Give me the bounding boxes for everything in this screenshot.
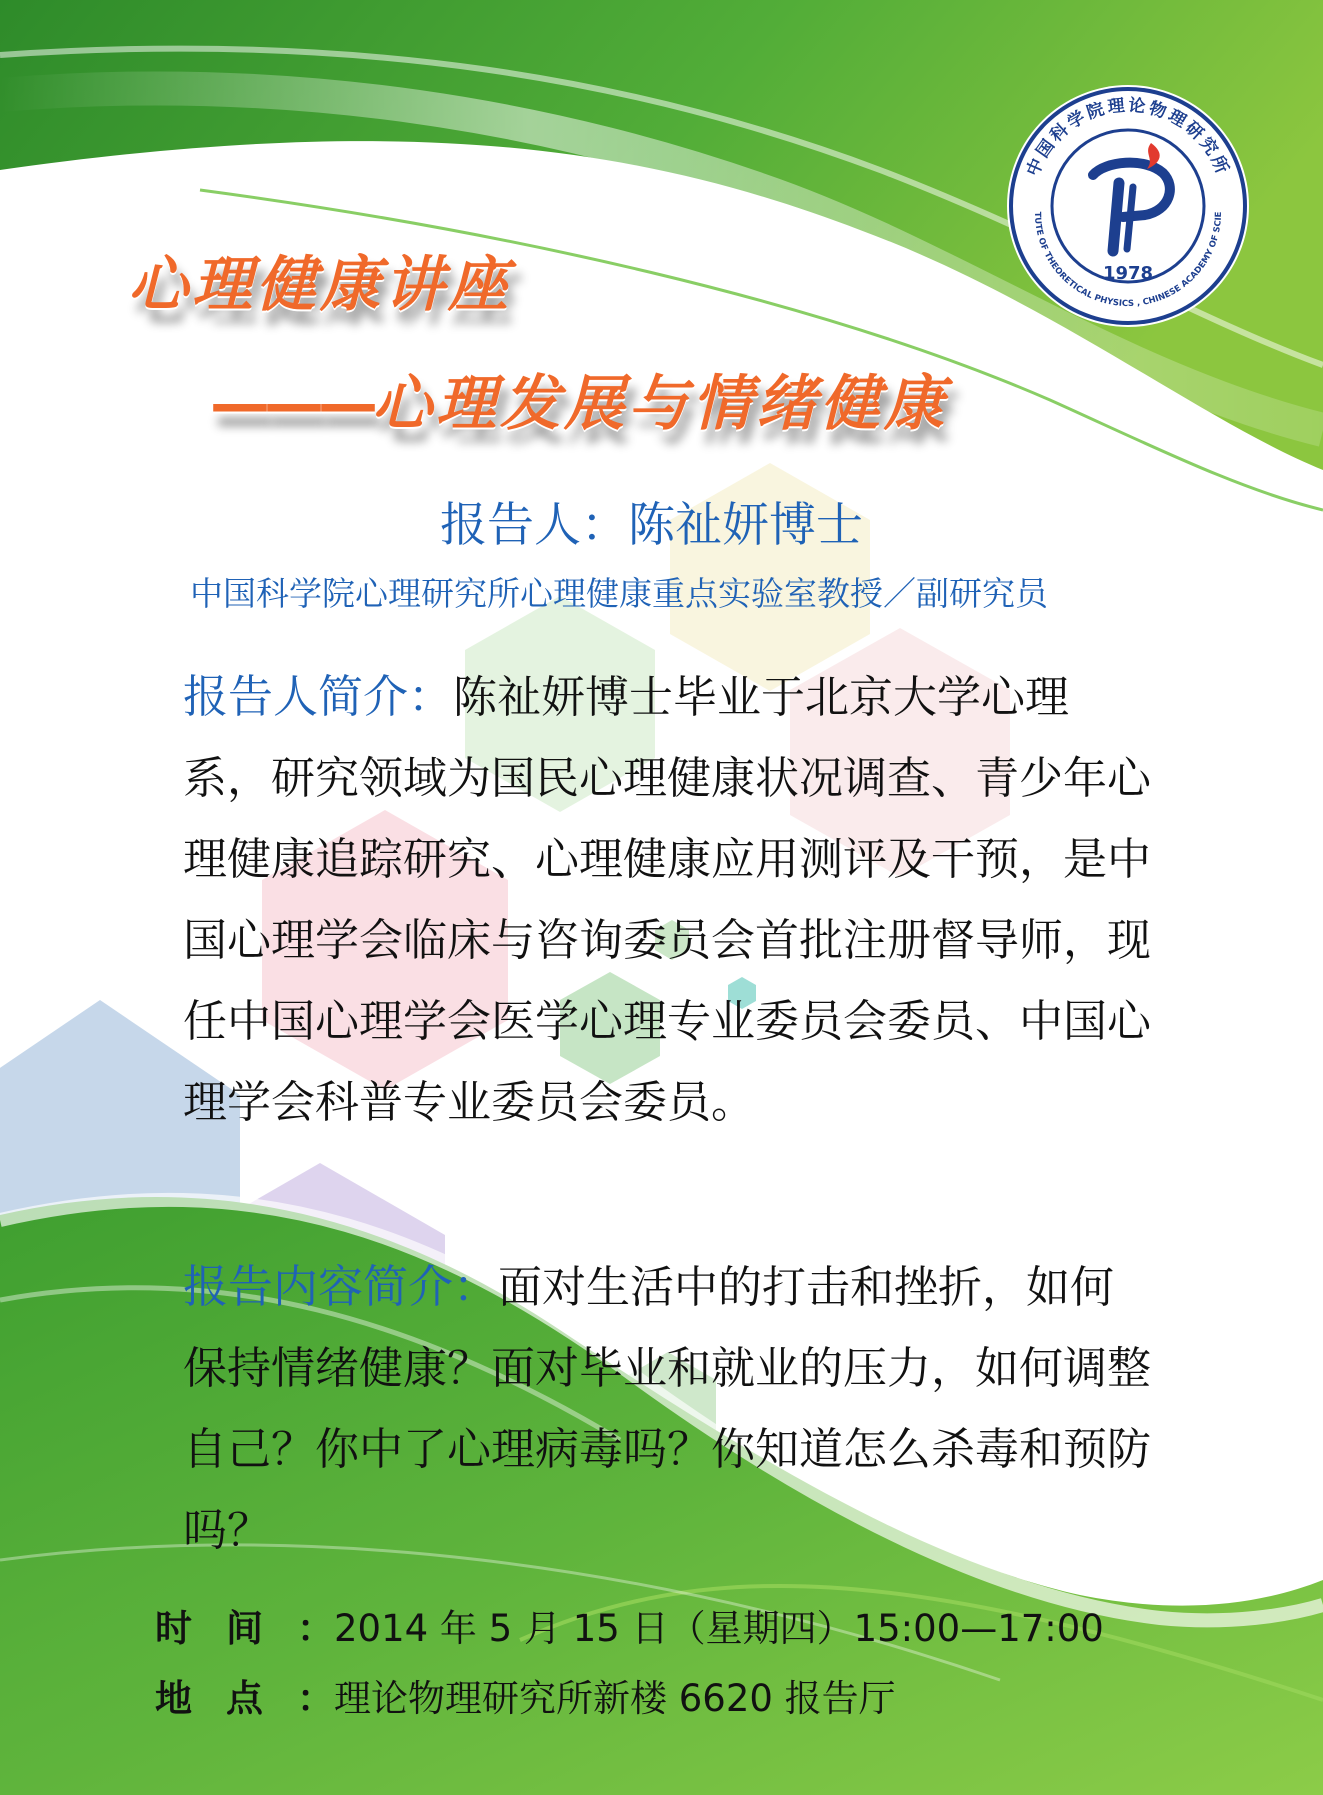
bio-text: 陈祉妍博士毕业于北京大学心理系，研究领域为国民心理健康状况调查、青少年心理健康追踪研究、心理健康应用测评及干预，是中国心理学会临床与咨询委员会首批注册督导师，现任中国心理学会医学心理专业委员会委员、中国心理学会科普专业委员会委员。 [183, 672, 1151, 1128]
subtitle-text: 心理发展与情绪健康 [372, 369, 948, 439]
logo-ring-text-en: TUTE OF THEORETICAL PHYSICS , CHINESE ACADEMY OF SCIE [1031, 211, 1225, 310]
speaker-name: 陈祉妍博士 [628, 498, 863, 553]
talk-text: 面对生活中的打击和挫折，如何保持情绪健康？面对毕业和就业的压力，如何调整自己？你中了心理病毒吗？你知道怎么杀毒和预防吗？ [183, 1262, 1151, 1556]
event-place [155, 1668, 896, 1722]
time-value: 2014 年 5 月 15 日（星期四）15:00—17:00 [334, 1607, 1104, 1650]
place-key: 地点 [155, 1677, 297, 1720]
talk-label: 报告内容简介 [183, 1260, 454, 1313]
logo-seal-icon [1005, 83, 1251, 329]
speaker-affiliation: 中国科学院心理研究所心理健康重点实验室教授／副研究员 [190, 574, 1048, 613]
place-value: 理论物理研究所新楼 6620 报告厅 [334, 1677, 896, 1720]
logo-year: 1978 [1102, 263, 1154, 284]
subtitle-dash: ——— [210, 369, 372, 439]
logo-ring-text: 中国科学院理论物理研究所 [1023, 95, 1233, 180]
poster-title: 心理健康讲座 [128, 250, 512, 320]
talk-colon: ： [453, 1260, 499, 1313]
bio-label: 报告人简介 [183, 670, 409, 723]
event-time [155, 1598, 1104, 1652]
talk-summary [183, 1246, 1153, 1571]
speaker-bio [183, 656, 1153, 1143]
time-colon: ： [297, 1607, 334, 1650]
place-colon: ： [297, 1677, 334, 1720]
institute-logo [1005, 83, 1251, 329]
poster-subtitle [210, 356, 948, 442]
bio-colon: ： [408, 670, 454, 723]
time-key: 时间 [155, 1607, 297, 1650]
speaker-label: 报告人： [440, 498, 628, 553]
speaker-line [440, 488, 863, 555]
